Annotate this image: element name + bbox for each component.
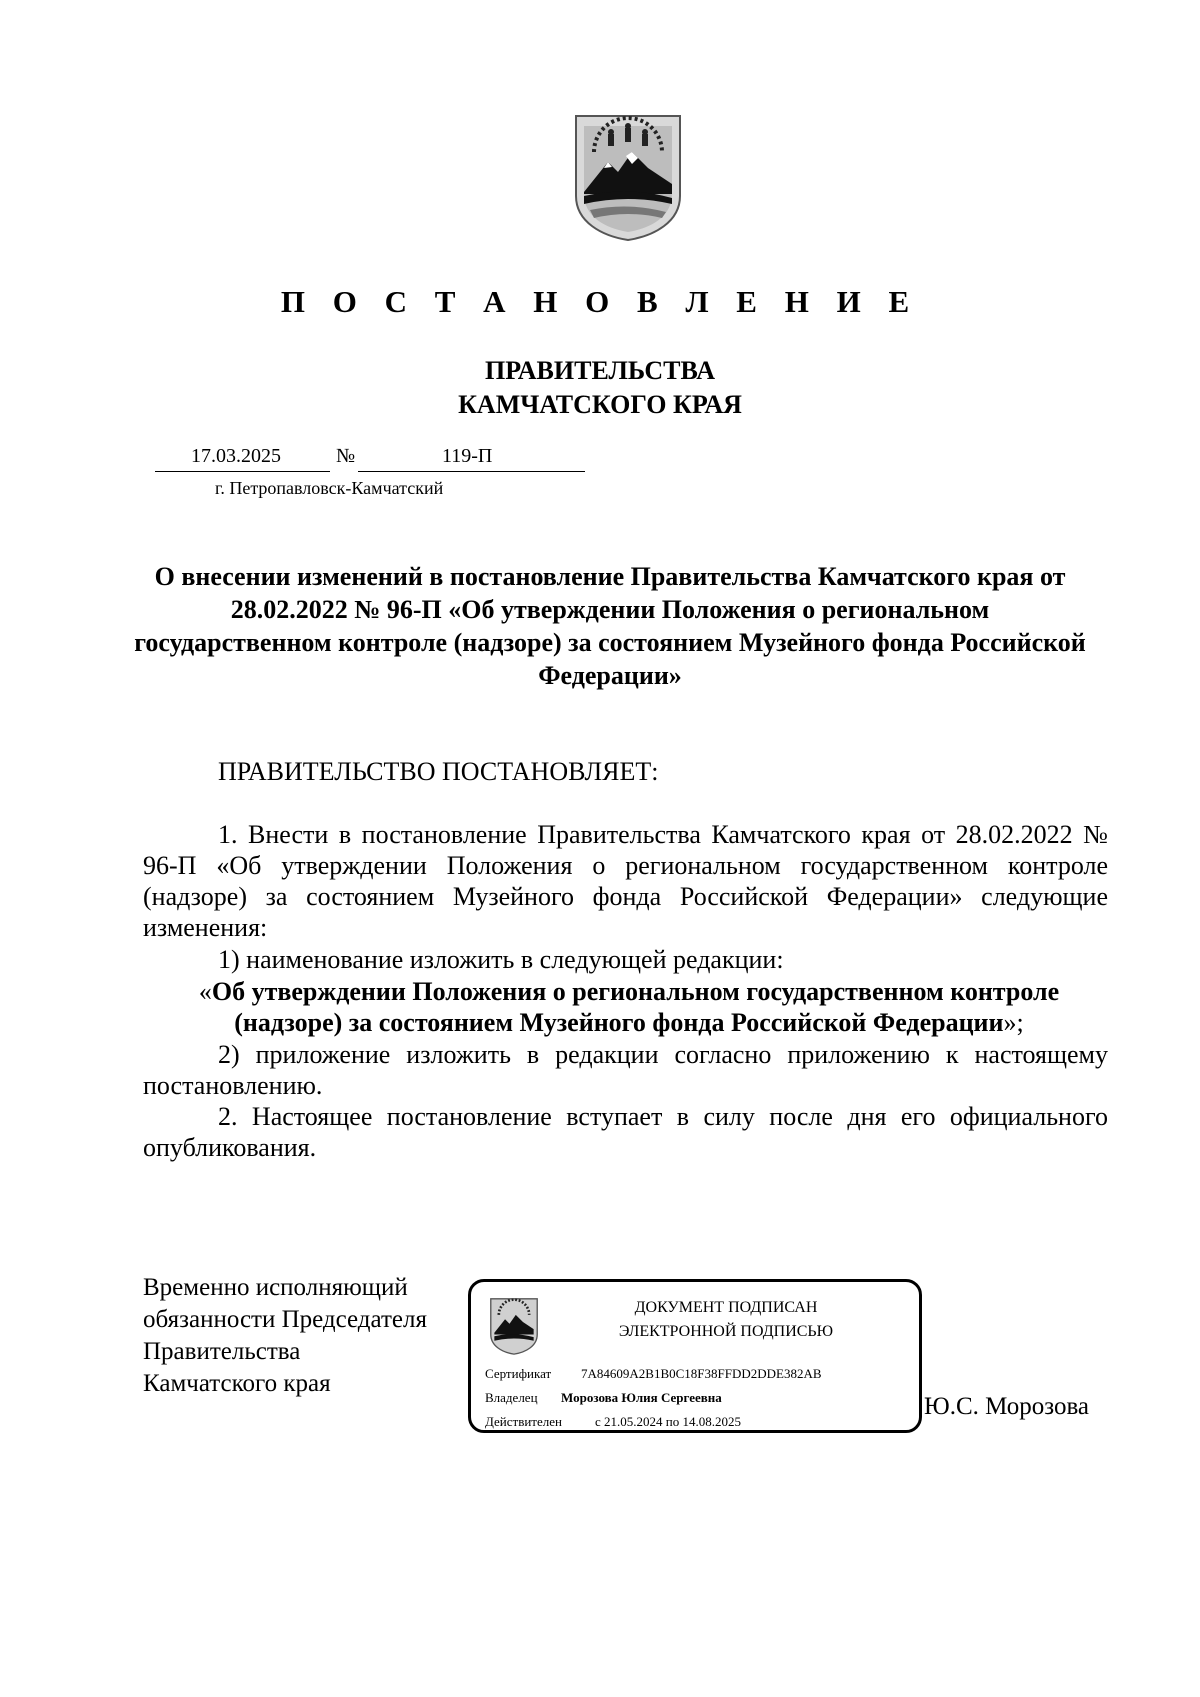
validity-value: с 21.05.2024 по 14.08.2025 (595, 1414, 741, 1429)
owner-value: Морозова Юлия Сергеевна (561, 1390, 722, 1405)
stamp-certificate-row (485, 1366, 822, 1382)
certificate-label: Сертификат (485, 1366, 552, 1381)
stamp-heading-line-2: ЭЛЕКТРОННОЙ ПОДПИСЬЮ (618, 1323, 834, 1340)
document-date: 17.03.2025 (191, 445, 281, 467)
certificate-value: 7A84609A2B1B0C18F38FFDD2DDE382AB (581, 1366, 822, 1381)
new-title-text: Об утверждении Положения о региональном государственном контроле (надзоре) за состоянием Музейного фонда Российской Федерации (211, 977, 1060, 1037)
resolves-line: ПРАВИТЕЛЬСТВО ПОСТАНОВЛЯЕТ: (218, 757, 659, 786)
paragraph-1-item-2: 2) приложение изложить в редакции согласно приложению к настоящему постановлению. (143, 1040, 1108, 1100)
document-subject-heading: О внесении изменений в постановление Правительства Камчатского края от 28.02.2022 № 96-П «Об утверждении Положения о региональном государственном контроле (надзоре) за состоянием Музейного фонда Российской Федерации» (134, 562, 1086, 690)
position-line: Правительства (143, 1338, 301, 1365)
document-type-title: П О С Т А Н О В Л Е Н И Е (280, 284, 920, 319)
stamp-owner-row (485, 1390, 722, 1406)
stamp-heading-line-1: ДОКУМЕНТ ПОДПИСАН (634, 1299, 818, 1316)
paragraph-1-item-1: 1) наименование изложить в следующей редакции: (218, 945, 784, 974)
signatory-position (143, 1272, 427, 1400)
city-line: г. Петропавловск-Камчатский (215, 478, 444, 498)
document-number: 119-П (442, 445, 493, 467)
validity-label: Действителен (485, 1414, 562, 1429)
date-number-row (155, 445, 585, 471)
stamp-validity-row (485, 1414, 741, 1430)
owner-label: Владелец (485, 1390, 538, 1405)
kamchatka-coat-of-arms-icon (489, 1296, 539, 1356)
position-line: Временно исполняющий (143, 1274, 408, 1301)
government-name-line-2: КАМЧАТСКОГО КРАЯ (458, 390, 742, 419)
position-line: Камчатского края (143, 1370, 331, 1397)
number-sign: № (336, 445, 356, 467)
electronic-signature-stamp (468, 1279, 922, 1433)
date-underline (155, 471, 330, 472)
signatory-name: Ю.С. Морозова (924, 1393, 1090, 1420)
number-underline (358, 471, 585, 472)
paragraph-1: 1. Внести в постановление Правительства Камчатского края от 28.02.2022 № 96-П «Об утверждении Положения о региональном государственном контроле (надзоре) за состоянием Музейного фонда Российской Федерации» следующие изменения: (143, 820, 1108, 942)
new-title-quote (150, 976, 1108, 1038)
quote-open: « (198, 977, 212, 1006)
kamchatka-coat-of-arms-icon (572, 112, 684, 242)
stamp-heading (561, 1296, 891, 1344)
government-name-line-1: ПРАВИТЕЛЬСТВА (485, 356, 715, 385)
position-line: обязанности Председателя (143, 1306, 427, 1333)
quote-close: »; (1003, 1008, 1024, 1037)
paragraph-2: 2. Настоящее постановление вступает в силу после дня его официального опубликования. (143, 1102, 1108, 1162)
